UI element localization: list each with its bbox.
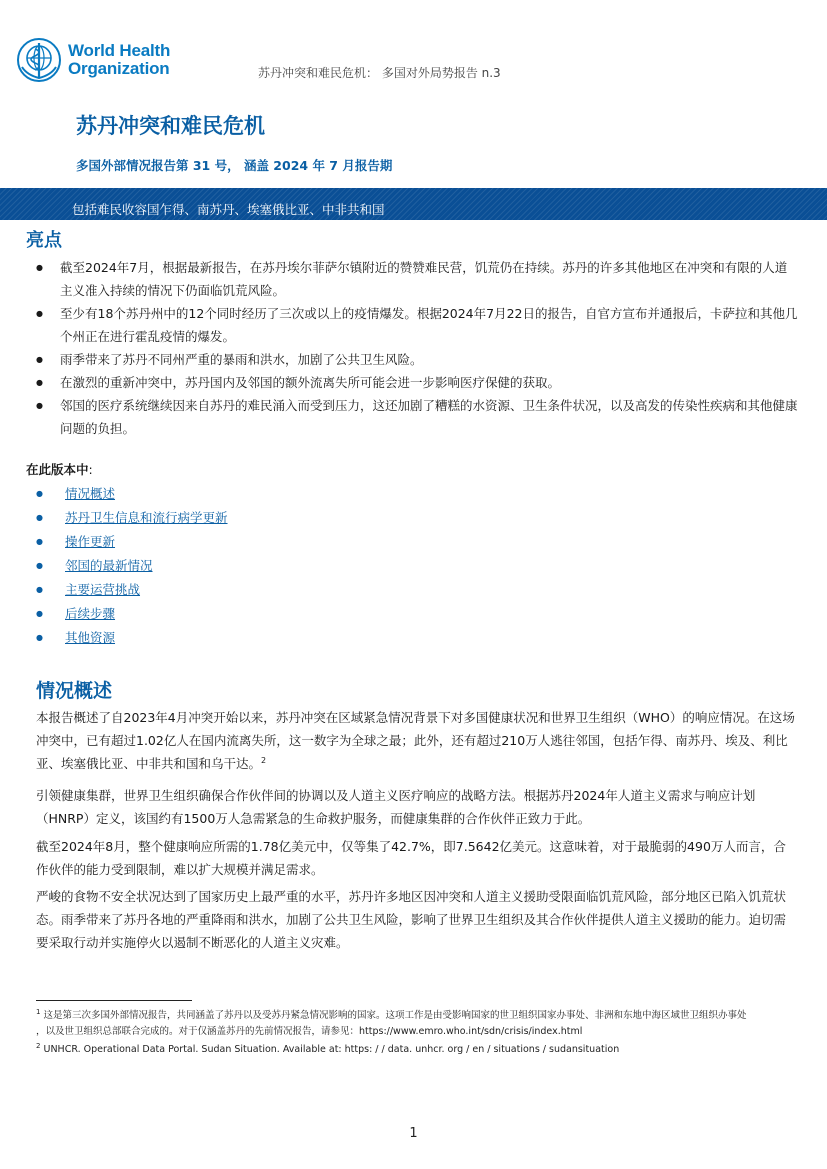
toc-link-operations[interactable]: 操作更新 [65,534,116,549]
overview-paragraph-2: 引领健康集群，世界卫生组织确保合作伙伴间的协调以及人道主义医疗响应的战略方法。根据苏丹2024年人道主义需求与响应计划（HNRP）定义，该国约有1500万人急需紧急的生命救护服务，而健康集群的合作伙伴正致力于此。 [36,788,756,826]
footnote-divider [36,1000,192,1001]
highlight-item: ● 在激烈的重新冲突中，苏丹国内及邻国的额外流离失所可能会进一步影响医疗保健的获取。 [36,371,798,394]
paragraph-text: 本报告概述了自2023年4月冲突开始以来，苏丹冲突在区域紧急情况背景下对多国健康状况和世界卫生组织（WHO）的响应情况。在这场冲突中，已有超过1.02亿人在国内流离失所，这一数字为全球之最；此外，还有超过210万人逃往邻国，包括乍得、南苏丹、埃及、利比亚、埃塞俄比亚、中非共和国和乌干达。 [36,710,795,771]
header-subtitle: 苏丹冲突和难民危机： 多国对外局势报告 n.3 [258,66,501,80]
toc-link-health-info[interactable]: 苏丹卫生信息和流行病学更新 [65,510,228,525]
toc-link-neighbors[interactable]: 邻国的最新情况 [65,558,153,573]
footnote-number: 2 [36,1041,41,1050]
toc-heading-colon: : [88,462,93,477]
footnote-text: UNHCR. Operational Data Portal. Sudan Situation. Available at: https: / / data. unhcr. org / en / situations / sudansituation [43,1044,620,1055]
toc-item [36,530,228,554]
who-emblem-icon [16,37,62,83]
document-subtitle: 多国外部情况报告第 31 号， 涵盖 2024 年 7 月报告期 [76,158,393,173]
footnote-ref-2[interactable]: 2 [261,755,267,765]
overview-paragraph-3: 截至2024年8月，整个健康响应所需的1.78亿美元中，仅等集了42.7%，即7.5642亿美元。这意味着，对于最脆弱的490万人而言，合作伙伴的能力受到限制，难以扩大规模并满足需求。 [36,839,786,877]
footnote-1 [36,1008,806,1040]
banner [0,188,827,220]
who-logo [16,30,216,90]
page-header [16,30,816,90]
toc-link-overview[interactable]: 情况概述 [65,486,116,501]
highlight-item: ● 邻国的医疗系统继续因来自苏丹的难民涌入而受到压力，这还加剧了糟糕的水资源、卫生条件状况，以及高发的传染性疾病和其他健康问题的负担。 [36,394,798,440]
toc-list [36,482,228,650]
toc-item [36,602,228,626]
footnote-text: 这是第三次多国外部情况报告，共同涵盖了苏丹以及受苏丹紧急情况影响的国家。这项工作是由受影响国家的世卫组织国家办事处、非洲和东地中海区域世卫组织办事处 [43,1010,747,1021]
overview-paragraph-1 [36,706,798,775]
toc-item [36,578,228,602]
toc-heading-text: 在此版本中 [26,462,89,477]
overview-paragraph-4: 严峻的食物不安全状况达到了国家历史上最严重的水平，苏丹许多地区因冲突和人道主义援助受限面临饥荒风险，部分地区已陷入饥荒状态。雨季带来了苏丹各地的严重降雨和洪水，加剧了公共卫生风险，影响了世界卫生组织及其合作伙伴提供人道主义援助的能力。迫切需要采取行动并实施停火以遏制不断恶化的人道主义灾难。 [36,889,787,950]
logo-line-1: World Health [68,41,171,60]
document-title: 苏丹冲突和难民危机 [76,114,265,138]
highlight-item: ● 至少有18个苏丹州中的12个同时经历了三次或以上的疫情爆发。根据2024年7月22日的报告，自官方宣布并通报后，卡萨拉和其他几个州正在进行霍乱疫情的爆发。 [36,302,798,348]
page-number: 1 [409,1126,418,1141]
toc-item [36,554,228,578]
highlight-item: ● 截至2024年7月，根据最新报告，在苏丹埃尔菲萨尔镇附近的赞赞难民营，饥荒仍在持续。苏丹的许多其他地区在冲突和有限的人道主义准入持续的情况下仍面临饥荒风险。 [36,256,798,302]
footnote-2 [36,1042,806,1058]
highlight-item: ● 雨季带来了苏丹不同州严重的暴雨和洪水，加剧了公共卫生风险。 [36,348,798,371]
highlights-heading: 亮点 [26,230,62,251]
toc-link-resources[interactable]: 其他资源 [65,630,116,645]
overview-heading: 情况概述 [36,680,113,702]
banner-text: 包括难民收容国乍得、南苏丹、埃塞俄比亚、中非共和国 [72,202,385,217]
toc-link-challenges[interactable]: 主要运营挑战 [65,582,141,597]
toc-link-next-steps[interactable]: 后续步骤 [65,606,116,621]
footnote-number: 1 [36,1007,41,1016]
logo-line-2: Organization [68,59,170,78]
footnote-1-line-1 [36,1008,806,1024]
highlights-list [36,256,798,440]
who-wordmark [68,42,170,78]
toc-item [36,626,228,650]
toc-item [36,506,228,530]
footnote-1-line-2: ，以及世卫组织总部联合完成的。对于仅涵盖苏丹的先前情况报告，请参见：https://www.emro.who.int/sdn/crisis/index.html [36,1026,583,1037]
toc-heading [26,460,93,478]
toc-item [36,482,228,506]
